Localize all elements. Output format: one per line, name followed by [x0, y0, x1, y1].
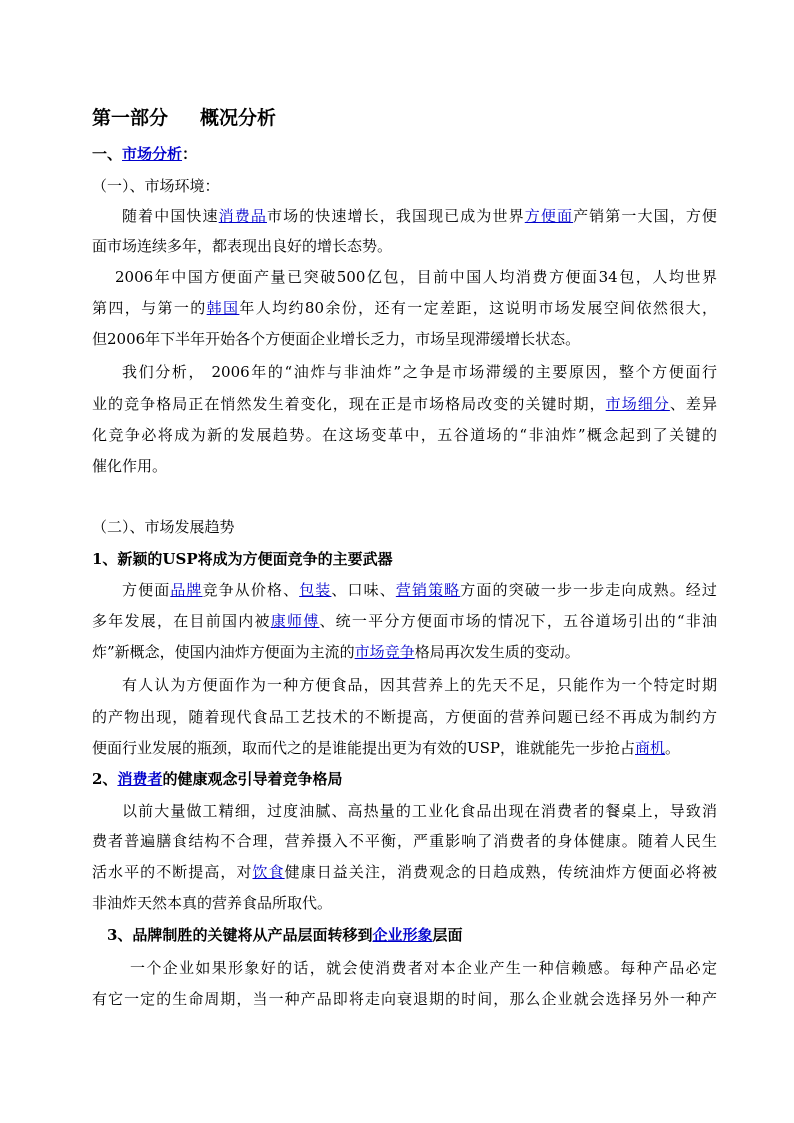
- link-brand[interactable]: 品牌: [170, 581, 203, 599]
- link-business-opportunity[interactable]: 商机: [635, 739, 666, 757]
- paragraph-1-line-2: 面市场连续多年，都表现出良好的增长态势。: [92, 237, 393, 255]
- paragraph-2-line-2: 第四，与第一的韩国年人均约80余份，还有一定差距，这说明市场发展空间依然很大，: [92, 299, 717, 317]
- link-diet[interactable]: 饮食: [252, 863, 285, 881]
- subheading-market-environment: （一）、市场环境：: [92, 177, 220, 195]
- paragraph-2-line-1: 2006年中国方便面产量已突破500亿包，目前中国人均消费方便面34包，人均世界: [115, 268, 717, 286]
- paragraph-5-line-2: 的产物出现，随着现代食品工艺技术的不断提高，方便面的营养问题已经不再成为制约方: [92, 708, 717, 726]
- paragraph-4-line-3: 炸”新概念，使国内油炸方便面为主流的市场竞争格局再次发生质的变动。: [92, 643, 580, 661]
- paragraph-6-line-4: 非油炸天然本真的营养食品所取代。: [92, 894, 333, 912]
- paragraph-6-line-1: 以前大量做工精细，过度油腻、高热量的工业化食品出现在消费者的餐桌上，导致消: [122, 802, 717, 820]
- link-korea[interactable]: 韩国: [206, 299, 240, 317]
- paragraph-4-line-1: 方便面品牌竞争从价格、包装、口味、营销策略方面的突破一步一步走向成熟。经过: [122, 581, 717, 599]
- paragraph-2-line-3: 但2006年下半年开始各个方便面企业增长乏力，市场呈现滞缓增长状态。: [92, 330, 581, 348]
- paragraph-3-line-1: 我们分析， 2006年的“油炸与非油炸”之争是市场滞缓的主要原因，整个方便面行: [122, 363, 717, 381]
- paragraph-3-line-3: 化竞争必将成为新的发展趋势。在这场变革中，五谷道场的“非油炸”概念起到了关键的: [92, 426, 717, 444]
- part-title: 第一部分 概况分析: [92, 107, 277, 129]
- paragraph-4-line-2: 多年发展，在目前国内被康师傅、统一平分方便面市场的情况下，五谷道场引出的“非油: [92, 612, 717, 630]
- link-consumer[interactable]: 消费者: [117, 770, 163, 788]
- paragraph-6-line-2: 费者普遍膳食结构不合理，营养摄入不平衡，严重影响了消费者的身体健康。随着人民生: [92, 832, 717, 850]
- paragraph-7-line-1: 一个企业如果形象好的话，就会使消费者对本企业产生一种信赖感。每种产品必定: [130, 959, 717, 977]
- link-master-kong[interactable]: 康师傅: [270, 612, 320, 630]
- paragraph-3-line-4: 催化作用。: [92, 457, 168, 475]
- link-instant-noodles[interactable]: 方便面: [524, 207, 574, 225]
- paragraph-6-line-3: 活水平的不断提高，对饮食健康日益关注，消费观念的日趋成熟，传统油炸方便面必将被: [92, 863, 717, 881]
- link-marketing-strategy[interactable]: 营销策略: [395, 581, 461, 599]
- heading-usp: 1、新颖的USP将成为方便面竞争的主要武器: [92, 550, 393, 568]
- heading-consumer-health: 2、消费者的健康观念引导着竞争格局: [92, 770, 343, 788]
- link-market-segmentation[interactable]: 市场细分: [605, 395, 670, 413]
- paragraph-7-line-2: 有它一定的生命周期，当一种产品即将走向衰退期的时间，那么企业就会选择另外一种产: [92, 990, 717, 1008]
- link-packaging[interactable]: 包装: [299, 581, 332, 599]
- paragraph-5-line-3: 便面行业发展的瓶颈，取而代之的是谁能提出更为有效的USP，谁就能先一步抢占商机。: [92, 739, 681, 757]
- section-heading-market-analysis: 一、市场分析：: [92, 145, 198, 163]
- heading-brand-image: 3、品牌制胜的关键将从产品层面转移到企业形象层面: [107, 926, 463, 944]
- paragraph-1-line-1: 随着中国快速消费品市场的快速增长，我国现已成为世界方便面产销第一大国，方便: [122, 207, 717, 225]
- link-consumer-goods[interactable]: 消费品: [218, 207, 267, 225]
- paragraph-5-line-1: 有人认为方便面作为一种方便食品，因其营养上的先天不足，只能作为一个特定时期: [122, 676, 717, 694]
- link-market-competition[interactable]: 市场竞争: [354, 643, 415, 661]
- paragraph-3-line-2: 业的竞争格局正在悄然发生着变化，现在正是市场格局改变的关键时期，市场细分、差异: [92, 395, 717, 413]
- link-market-analysis[interactable]: 市场分析: [122, 145, 183, 163]
- link-corporate-image[interactable]: 企业形象: [372, 926, 433, 944]
- subheading-market-trend: （二）、市场发展趋势: [92, 518, 235, 536]
